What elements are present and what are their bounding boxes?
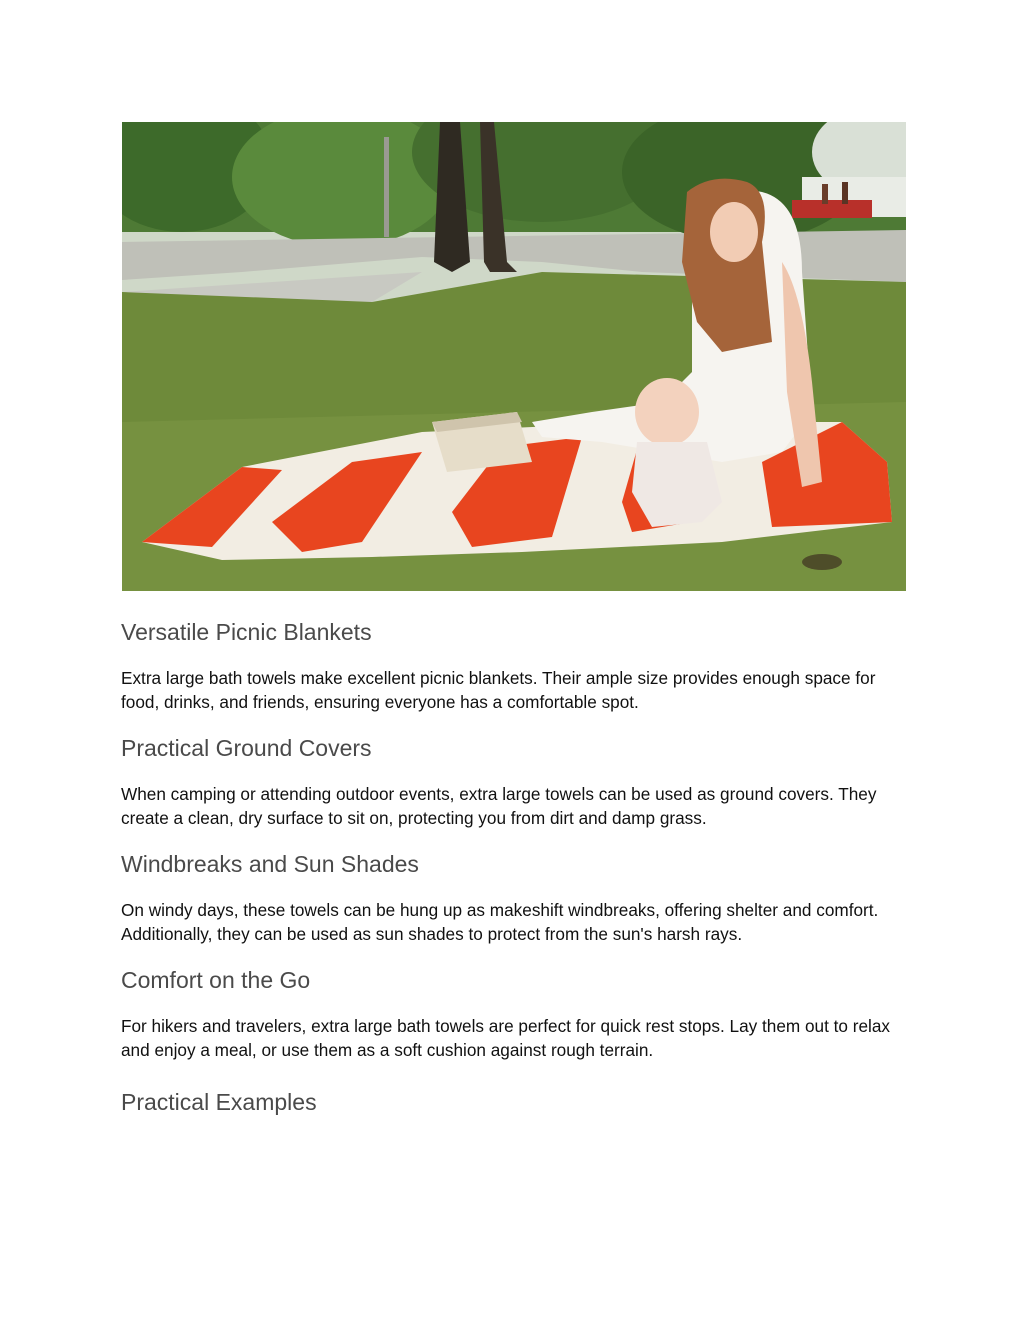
section-windbreaks [121, 830, 911, 946]
section-heading: Practical Examples [121, 1089, 317, 1115]
section-ground-covers [121, 714, 911, 830]
section-body: For hikers and travelers, extra large bath towels are perfect for quick rest stops. Lay them out to relax and enjoy a meal, or use them as a soft cushion against rough terrain. [121, 1016, 891, 1060]
section-heading: Comfort on the Go [121, 967, 311, 993]
section-comfort-on-the-go [121, 946, 911, 1062]
section-picnic-blankets [121, 606, 911, 714]
section-body: When camping or attending outdoor events, extra large towels can be used as ground covers. They create a clean, dry surface to sit on, protecting you from dirt and damp grass. [121, 784, 877, 828]
section-heading: Versatile Picnic Blankets [121, 619, 372, 645]
article-content [121, 606, 911, 1116]
section-body: Extra large bath towels make excellent picnic blankets. Their ample size provides enough space for food, drinks, and friends, ensuring everyone has a comfortable spot. [121, 668, 876, 712]
section-practical-examples [121, 1062, 911, 1116]
section-heading: Practical Ground Covers [121, 735, 372, 761]
section-heading: Windbreaks and Sun Shades [121, 851, 419, 877]
picnic-photo [122, 122, 906, 591]
section-body: On windy days, these towels can be hung up as makeshift windbreaks, offering shelter and comfort. Additionally, they can be used as sun shades to protect from the sun's harsh rays. [121, 900, 879, 944]
